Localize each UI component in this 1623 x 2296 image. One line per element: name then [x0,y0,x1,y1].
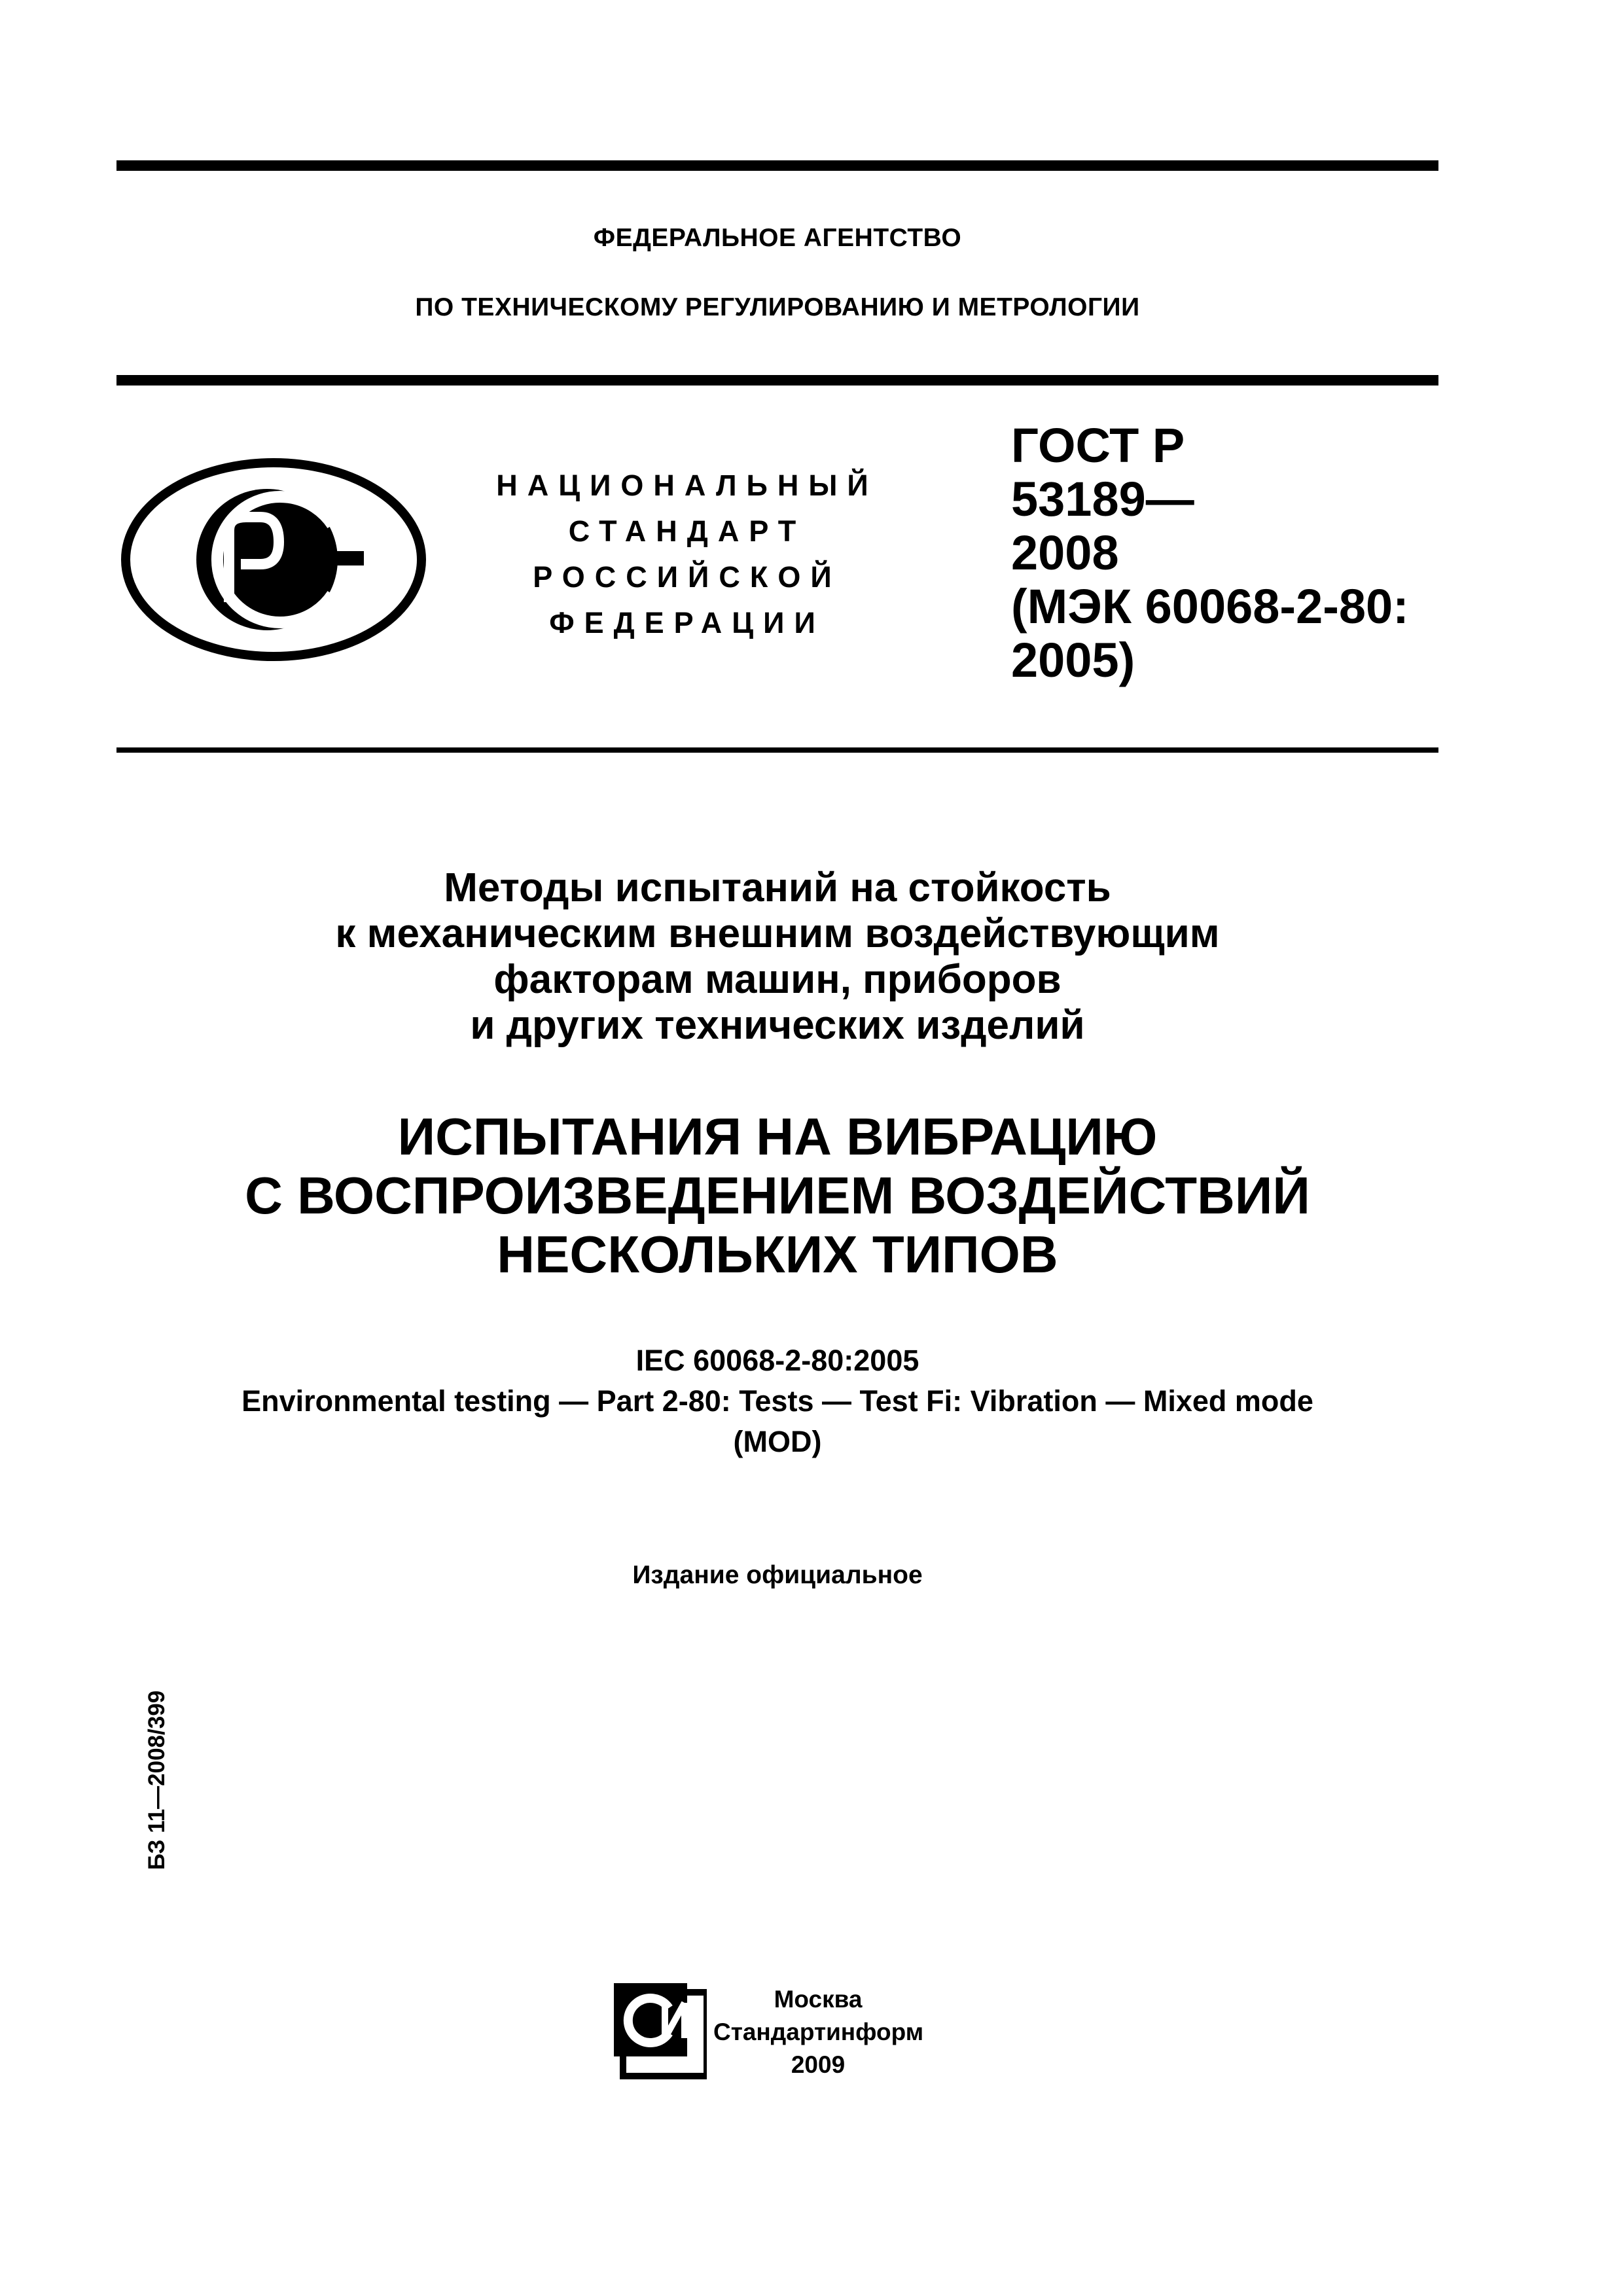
title-caps-line-3: НЕСКОЛЬКИХ ТИПОВ [497,1225,1058,1283]
middle-rule [116,375,1438,386]
national-standard-line-3: РОССИЙСКОЙ [533,560,842,594]
publisher-name: Стандартинформ [713,2018,924,2045]
title-line-2: к механическим внешним воздействующим [335,911,1220,956]
title-uppercase [116,1107,1438,1284]
title-russian [116,865,1438,1049]
designation-line-5: 2005) [1011,633,1135,687]
designation-line-3: 2008 [1011,526,1119,580]
side-code: БЗ 11—2008/399 [144,1690,169,1871]
edition-note: Издание официальное [632,1561,923,1589]
agency-line-1: ФЕДЕРАЛЬНОЕ АГЕНТСТВО [593,224,962,252]
top-rule [116,160,1438,171]
publisher-year: 2009 [791,2051,846,2078]
national-standard-line-4: ФЕДЕРАЦИИ [549,606,825,639]
iec-line-3: (MOD) [733,1425,822,1458]
title-caps-line-1: ИСПЫТАНИЯ НА ВИБРАЦИЮ [397,1107,1158,1166]
iec-reference [116,1340,1438,1462]
title-line-4: и других технических изделий [470,1003,1085,1048]
national-standard-line-2: СТАНДАРТ [568,514,806,548]
title-caps-line-2: С ВОСПРОИЗВЕДЕНИЕМ ВОЗДЕЙСТВИЙ [245,1166,1310,1225]
title-line-1: Методы испытаний на стойкость [444,865,1111,910]
designation-line-2: 53189— [1011,472,1194,526]
iec-line-2: Environmental testing — Part 2-80: Tests — Test Fi: Vibration — Mixed mode [241,1384,1313,1418]
agency-line-2: ПО ТЕХНИЧЕСКОМУ РЕГУЛИРОВАНИЮ И МЕТРОЛОГИИ [415,293,1140,321]
national-standard-line-1: НАЦИОНАЛЬНЫЙ [496,469,878,502]
iec-line-1: IEC 60068-2-80:2005 [635,1344,919,1377]
publisher-block [713,1983,923,2081]
publisher-city: Москва [774,1986,863,2013]
designation-line-1: ГОСТ Р [1011,418,1185,473]
title-line-3: факторам машин, приборов [493,957,1061,1002]
rst-emblem-icon [116,452,431,668]
standartinform-logo-icon [609,1978,707,2083]
bottom-rule [116,747,1438,753]
designation-line-4: (МЭК 60068-2-80: [1011,579,1409,634]
standard-designation [1011,419,1430,687]
